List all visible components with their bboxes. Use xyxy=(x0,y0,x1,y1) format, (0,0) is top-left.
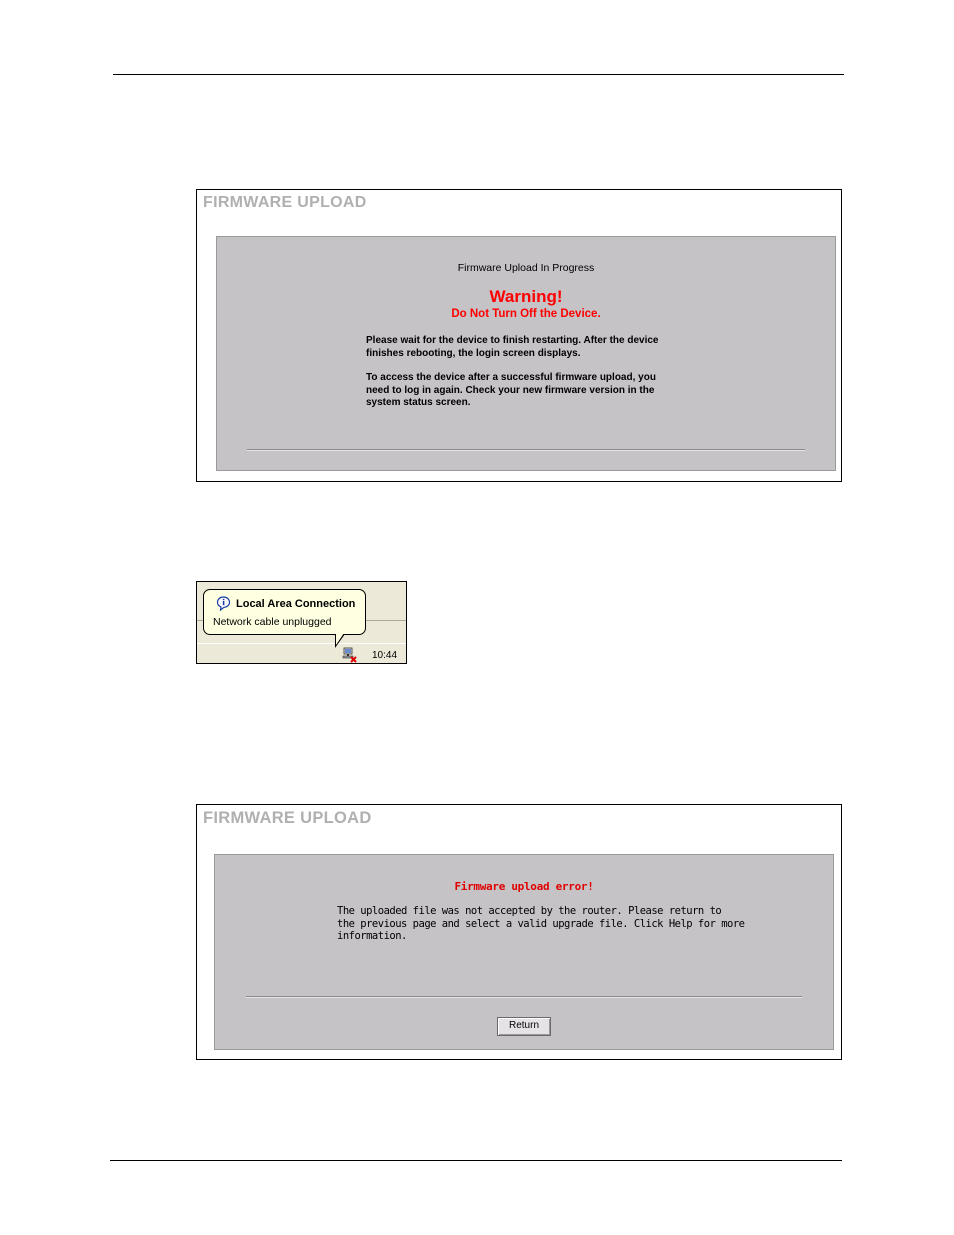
system-tray-screenshot xyxy=(196,581,407,664)
wait-paragraph xyxy=(366,335,706,360)
warning-title: Warning! xyxy=(489,287,563,306)
page-footer-rule xyxy=(110,1160,842,1161)
access-paragraph xyxy=(366,372,706,410)
balloon-title: Local Area Connection xyxy=(236,598,356,610)
progress-heading: Firmware Upload In Progress xyxy=(457,262,595,274)
network-disconnected-icon[interactable] xyxy=(342,647,358,663)
balloon-message: Network cable unplugged xyxy=(213,616,332,628)
error-panel-divider xyxy=(246,996,802,998)
wait-line-2: finishes rebooting, the login screen displays. xyxy=(366,347,581,359)
firmware-upload-error-screen xyxy=(196,804,842,1060)
error-panel xyxy=(214,854,834,1050)
error-heading: Firmware upload error! xyxy=(454,880,594,893)
screen-title: FIRMWARE UPLOAD xyxy=(203,194,367,211)
access-line-2: need to log in again. Check your new firmware version in the xyxy=(366,384,655,396)
screen-title-error: FIRMWARE UPLOAD xyxy=(203,809,372,827)
page-header-rule xyxy=(113,74,844,75)
tray-clock: 10:44 xyxy=(372,650,398,661)
return-button[interactable]: Return xyxy=(497,1017,551,1036)
panel-divider xyxy=(247,449,805,451)
tray-divider-lower xyxy=(197,643,406,644)
balloon-tail-fill xyxy=(336,633,344,645)
error-message xyxy=(337,905,757,943)
error-line-3: information. xyxy=(337,930,407,942)
access-line-3: system status screen. xyxy=(366,397,471,408)
progress-panel xyxy=(216,236,836,471)
info-balloon-icon xyxy=(216,596,231,611)
firmware-upload-progress-screen xyxy=(196,189,842,482)
error-line-2: the previous page and select a valid upgrade file. Click Help for more xyxy=(337,917,745,930)
warning-subtitle: Do Not Turn Off the Device. xyxy=(451,308,601,320)
access-line-1: To access the device after a successful firmware upload, you xyxy=(366,372,656,383)
notification-balloon[interactable] xyxy=(203,589,366,635)
wait-line-1: Please wait for the device to finish restarting. After the device xyxy=(366,335,659,346)
error-line-1: The uploaded file was not accepted by the router. Please return to xyxy=(337,905,722,917)
